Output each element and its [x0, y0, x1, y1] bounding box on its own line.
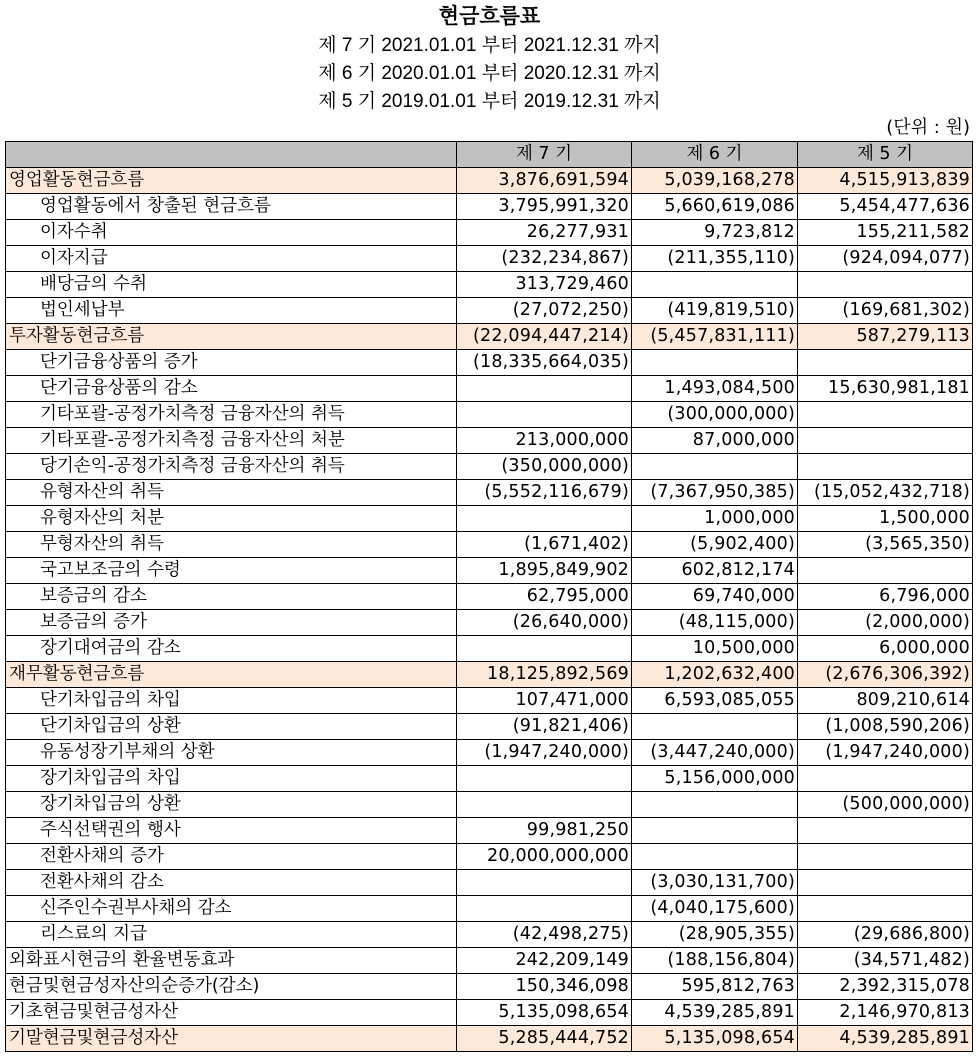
column-header-period-6: 제 6 기	[632, 142, 798, 168]
row-label: 장기차입금의 차입	[6, 766, 457, 792]
row-value-period-6: (28,905,355)	[632, 922, 798, 948]
row-value-period-6: (4,040,175,600)	[632, 896, 798, 922]
row-value-period-7: 26,277,931	[457, 220, 632, 246]
row-value-period-6: 4,539,285,891	[632, 1000, 798, 1026]
row-value-period-7	[457, 636, 632, 662]
table-row	[6, 922, 973, 948]
row-label: 기말현금및현금성자산	[6, 1026, 457, 1052]
row-value-period-7: (26,640,000)	[457, 610, 632, 636]
table-row	[6, 532, 973, 558]
row-value-period-7: 107,471,000	[457, 688, 632, 714]
row-value-period-5: 4,515,913,839	[798, 168, 973, 194]
row-value-period-6: 9,723,812	[632, 220, 798, 246]
row-value-period-7	[457, 896, 632, 922]
table-row	[6, 558, 973, 584]
row-value-period-6: 1,493,084,500	[632, 376, 798, 402]
table-row	[6, 376, 973, 402]
row-value-period-7: (232,234,867)	[457, 246, 632, 272]
row-value-period-7	[457, 506, 632, 532]
column-header-period-5: 제 5 기	[798, 142, 973, 168]
table-row	[6, 454, 973, 480]
row-value-period-7	[457, 870, 632, 896]
row-label: 법인세납부	[6, 298, 457, 324]
cash-flow-table	[5, 141, 973, 1052]
row-value-period-5: (500,000,000)	[798, 792, 973, 818]
row-value-period-7: 213,000,000	[457, 428, 632, 454]
row-value-period-7: 3,795,991,320	[457, 194, 632, 220]
table-row	[6, 610, 973, 636]
row-value-period-7: 3,876,691,594	[457, 168, 632, 194]
row-value-period-6: 595,812,763	[632, 974, 798, 1000]
row-value-period-7: 99,981,250	[457, 818, 632, 844]
row-value-period-6: 87,000,000	[632, 428, 798, 454]
row-value-period-6: 10,500,000	[632, 636, 798, 662]
row-value-period-7: 18,125,892,569	[457, 662, 632, 688]
table-row	[6, 974, 973, 1000]
row-label: 신주인수권부사채의 감소	[6, 896, 457, 922]
row-value-period-7: (27,072,250)	[457, 298, 632, 324]
row-value-period-7	[457, 402, 632, 428]
row-value-period-5	[798, 428, 973, 454]
row-value-period-6: (3,447,240,000)	[632, 740, 798, 766]
row-label: 전환사채의 감소	[6, 870, 457, 896]
row-value-period-6: 6,593,085,055	[632, 688, 798, 714]
table-row	[6, 1000, 973, 1026]
row-label: 유형자산의 처분	[6, 506, 457, 532]
row-label: 당기손익-공정가치측정 금융자산의 취득	[6, 454, 457, 480]
row-value-period-6: (5,457,831,111)	[632, 324, 798, 350]
row-value-period-5: 5,454,477,636	[798, 194, 973, 220]
row-label: 기타포괄-공정가치측정 금융자산의 처분	[6, 428, 457, 454]
row-label: 영업활동에서 창출된 현금흐름	[6, 194, 457, 220]
row-value-period-7: 5,285,444,752	[457, 1026, 632, 1052]
row-label: 장기차입금의 상환	[6, 792, 457, 818]
table-row	[6, 870, 973, 896]
row-value-period-6: (3,030,131,700)	[632, 870, 798, 896]
table-row	[6, 428, 973, 454]
row-value-period-7: 242,209,149	[457, 948, 632, 974]
table-row	[6, 766, 973, 792]
row-label: 기타포괄-공정가치측정 금융자산의 취득	[6, 402, 457, 428]
table-row	[6, 506, 973, 532]
row-value-period-5	[798, 558, 973, 584]
row-value-period-5	[798, 402, 973, 428]
table-row	[6, 220, 973, 246]
table-row	[6, 844, 973, 870]
row-value-period-6: (48,115,000)	[632, 610, 798, 636]
period-line-7: 제 7 기 2021.01.01 부터 2021.12.31 까지	[318, 35, 661, 56]
row-value-period-6: 69,740,000	[632, 584, 798, 610]
table-row	[6, 350, 973, 376]
table-row	[6, 246, 973, 272]
table-row	[6, 584, 973, 610]
unit-label: (단위 : 원)	[886, 117, 970, 138]
table-row	[6, 480, 973, 506]
row-value-period-7: (1,671,402)	[457, 532, 632, 558]
row-value-period-7: (350,000,000)	[457, 454, 632, 480]
row-label: 배당금의 수취	[6, 272, 457, 298]
row-value-period-6: (419,819,510)	[632, 298, 798, 324]
row-value-period-7: 150,346,098	[457, 974, 632, 1000]
table-row	[6, 688, 973, 714]
row-value-period-5: (169,681,302)	[798, 298, 973, 324]
row-value-period-5	[798, 818, 973, 844]
table-row	[6, 168, 973, 194]
row-value-period-5: (1,947,240,000)	[798, 740, 973, 766]
row-label: 보증금의 증가	[6, 610, 457, 636]
row-value-period-5	[798, 272, 973, 298]
row-value-period-5	[798, 766, 973, 792]
row-label: 단기금융상품의 감소	[6, 376, 457, 402]
row-value-period-6: (5,902,400)	[632, 532, 798, 558]
row-value-period-5: (3,565,350)	[798, 532, 973, 558]
row-value-period-5: (2,000,000)	[798, 610, 973, 636]
row-value-period-5: (34,571,482)	[798, 948, 973, 974]
row-value-period-6: 1,000,000	[632, 506, 798, 532]
row-value-period-5: 2,392,315,078	[798, 974, 973, 1000]
row-value-period-7: (18,335,664,035)	[457, 350, 632, 376]
row-value-period-7: 1,895,849,902	[457, 558, 632, 584]
row-label: 국고보조금의 수령	[6, 558, 457, 584]
row-value-period-6: 5,135,098,654	[632, 1026, 798, 1052]
row-value-period-5	[798, 844, 973, 870]
row-label: 이자수취	[6, 220, 457, 246]
row-value-period-7: 5,135,098,654	[457, 1000, 632, 1026]
row-value-period-6: (188,156,804)	[632, 948, 798, 974]
table-row	[6, 896, 973, 922]
row-value-period-5	[798, 350, 973, 376]
row-label: 외화표시현금의 환율변동효과	[6, 948, 457, 974]
table-header-row	[6, 142, 973, 168]
row-value-period-5: (924,094,077)	[798, 246, 973, 272]
row-value-period-5: 15,630,981,181	[798, 376, 973, 402]
column-header-period-7: 제 7 기	[457, 142, 632, 168]
table-row	[6, 194, 973, 220]
row-value-period-6: (211,355,110)	[632, 246, 798, 272]
row-value-period-7: (22,094,447,214)	[457, 324, 632, 350]
row-label: 리스료의 지급	[6, 922, 457, 948]
row-value-period-5: 809,210,614	[798, 688, 973, 714]
row-label: 유형자산의 취득	[6, 480, 457, 506]
table-row	[6, 792, 973, 818]
row-value-period-5: (15,052,432,718)	[798, 480, 973, 506]
row-value-period-5: 587,279,113	[798, 324, 973, 350]
row-value-period-6: 5,156,000,000	[632, 766, 798, 792]
row-value-period-6: 602,812,174	[632, 558, 798, 584]
row-value-period-6: 5,660,619,086	[632, 194, 798, 220]
row-value-period-6: (7,367,950,385)	[632, 480, 798, 506]
row-value-period-5	[798, 870, 973, 896]
period-line-5: 제 5 기 2019.01.01 부터 2019.12.31 까지	[318, 91, 661, 112]
table-row	[6, 714, 973, 740]
table-row	[6, 1026, 973, 1052]
row-label: 재무활동현금흐름	[6, 662, 457, 688]
row-label: 단기차입금의 차입	[6, 688, 457, 714]
row-value-period-7	[457, 766, 632, 792]
page-title: 현금흐름표	[438, 4, 541, 28]
row-value-period-5: 6,000,000	[798, 636, 973, 662]
row-value-period-5: (2,676,306,392)	[798, 662, 973, 688]
row-value-period-6: 1,202,632,400	[632, 662, 798, 688]
row-value-period-7: 62,795,000	[457, 584, 632, 610]
row-value-period-7: (1,947,240,000)	[457, 740, 632, 766]
table-row	[6, 740, 973, 766]
table-row	[6, 818, 973, 844]
row-label: 단기금융상품의 증가	[6, 350, 457, 376]
row-label: 영업활동현금흐름	[6, 168, 457, 194]
row-label: 주식선택권의 행사	[6, 818, 457, 844]
row-label: 기초현금및현금성자산	[6, 1000, 457, 1026]
table-row	[6, 402, 973, 428]
row-value-period-6	[632, 350, 798, 376]
row-value-period-7	[457, 376, 632, 402]
row-value-period-7: 20,000,000,000	[457, 844, 632, 870]
period-line-6: 제 6 기 2020.01.01 부터 2020.12.31 까지	[318, 63, 661, 84]
row-value-period-6: (300,000,000)	[632, 402, 798, 428]
row-label: 이자지급	[6, 246, 457, 272]
row-value-period-5: 4,539,285,891	[798, 1026, 973, 1052]
table-body	[6, 168, 973, 1052]
row-value-period-5: (29,686,800)	[798, 922, 973, 948]
row-value-period-6	[632, 272, 798, 298]
row-value-period-5: 2,146,970,813	[798, 1000, 973, 1026]
row-value-period-7: (91,821,406)	[457, 714, 632, 740]
row-value-period-7: (42,498,275)	[457, 922, 632, 948]
row-label: 현금및현금성자산의순증가(감소)	[6, 974, 457, 1000]
row-value-period-5	[798, 896, 973, 922]
table-row	[6, 948, 973, 974]
row-value-period-7	[457, 792, 632, 818]
row-value-period-5	[798, 454, 973, 480]
row-value-period-6	[632, 454, 798, 480]
row-value-period-6	[632, 818, 798, 844]
column-header-label	[6, 142, 457, 168]
row-value-period-5: (1,008,590,206)	[798, 714, 973, 740]
row-value-period-6: 5,039,168,278	[632, 168, 798, 194]
row-label: 장기대여금의 감소	[6, 636, 457, 662]
row-value-period-5: 1,500,000	[798, 506, 973, 532]
table-row	[6, 324, 973, 350]
row-value-period-5: 6,796,000	[798, 584, 973, 610]
row-label: 투자활동현금흐름	[6, 324, 457, 350]
row-value-period-5: 155,211,582	[798, 220, 973, 246]
row-label: 무형자산의 취득	[6, 532, 457, 558]
row-label: 전환사채의 증가	[6, 844, 457, 870]
row-value-period-6	[632, 792, 798, 818]
row-value-period-6	[632, 844, 798, 870]
table-row	[6, 662, 973, 688]
table-row	[6, 298, 973, 324]
row-label: 보증금의 감소	[6, 584, 457, 610]
row-value-period-7: (5,552,116,679)	[457, 480, 632, 506]
row-label: 유동성장기부채의 상환	[6, 740, 457, 766]
row-label: 단기차입금의 상환	[6, 714, 457, 740]
table-row	[6, 636, 973, 662]
table-row	[6, 272, 973, 298]
row-value-period-7: 313,729,460	[457, 272, 632, 298]
row-value-period-6	[632, 714, 798, 740]
